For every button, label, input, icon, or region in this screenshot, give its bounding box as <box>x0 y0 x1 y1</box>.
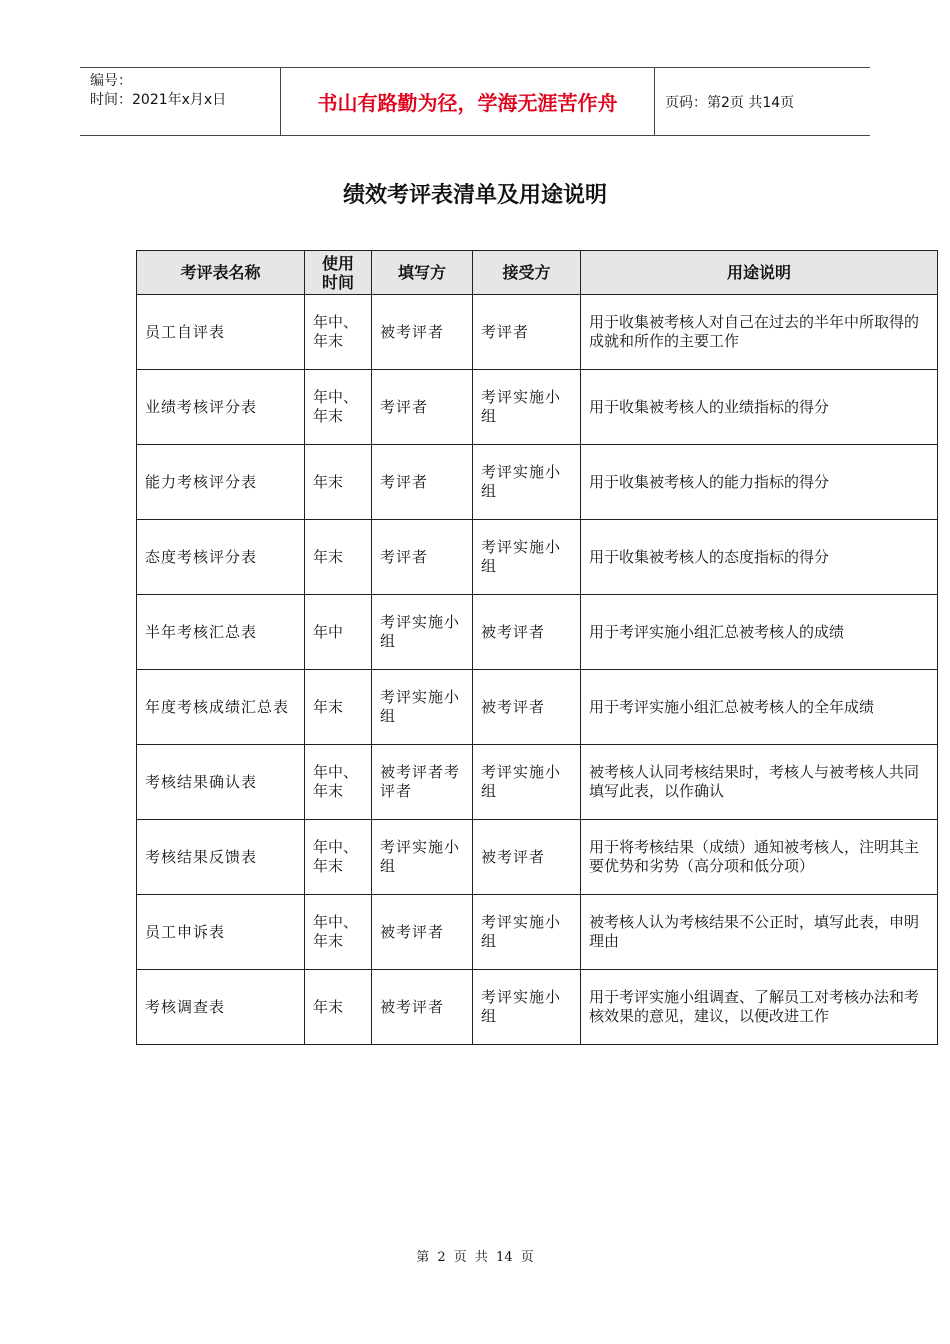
cell-time: 年末 <box>305 520 372 595</box>
cell-receiver: 考评实施小组 <box>473 520 581 595</box>
cell-name: 态度考核评分表 <box>137 520 305 595</box>
column-header-filler: 填写方 <box>372 251 473 295</box>
cell-purpose: 用于收集被考核人的业绩指标的得分 <box>581 370 938 445</box>
cell-receiver: 考评实施小组 <box>473 370 581 445</box>
cell-name: 年度考核成绩汇总表 <box>137 670 305 745</box>
cell-time: 年中、年末 <box>305 295 372 370</box>
cell-name: 员工申诉表 <box>137 895 305 970</box>
cell-filler: 考评实施小组 <box>372 820 473 895</box>
cell-filler: 考评实施小组 <box>372 670 473 745</box>
time-label: 时间：2021年x月x日 <box>90 92 227 108</box>
cell-receiver: 考评实施小组 <box>473 745 581 820</box>
cell-name: 考核结果反馈表 <box>137 820 305 895</box>
cell-purpose: 用于考评实施小组汇总被考核人的成绩 <box>581 595 938 670</box>
cell-time: 年末 <box>305 970 372 1045</box>
cell-time: 年中、年末 <box>305 895 372 970</box>
cell-filler: 考评者 <box>372 370 473 445</box>
table-row <box>137 295 938 370</box>
header-info <box>80 68 281 135</box>
cell-receiver: 被考评者 <box>473 670 581 745</box>
cell-filler: 考评实施小组 <box>372 595 473 670</box>
cell-purpose: 用于收集被考核人的态度指标的得分 <box>581 520 938 595</box>
cell-receiver: 考评者 <box>473 295 581 370</box>
header-motto: 书山有路勤为径，学海无涯苦作舟 <box>281 68 655 135</box>
cell-time: 年末 <box>305 670 372 745</box>
cell-name: 业绩考核评分表 <box>137 370 305 445</box>
cell-time: 年末 <box>305 445 372 520</box>
cell-receiver: 被考评者 <box>473 820 581 895</box>
cell-receiver: 考评实施小组 <box>473 970 581 1045</box>
cell-filler: 被考评者考评者 <box>372 745 473 820</box>
cell-purpose: 用于收集被考核人的能力指标的得分 <box>581 445 938 520</box>
cell-filler: 被考评者 <box>372 295 473 370</box>
table-row <box>137 370 938 445</box>
evaluation-table <box>136 250 938 1045</box>
page-header <box>80 67 870 136</box>
cell-purpose: 用于考评实施小组调查、了解员工对考核办法和考核效果的意见，建议，以便改进工作 <box>581 970 938 1045</box>
cell-receiver: 考评实施小组 <box>473 895 581 970</box>
cell-purpose: 用于收集被考核人对自己在过去的半年中所取得的成就和所作的主要工作 <box>581 295 938 370</box>
table-row <box>137 970 938 1045</box>
table-row <box>137 520 938 595</box>
column-header-purpose: 用途说明 <box>581 251 938 295</box>
column-header-receiver: 接受方 <box>473 251 581 295</box>
cell-time: 年中 <box>305 595 372 670</box>
cell-name: 员工自评表 <box>137 295 305 370</box>
cell-time: 年中、年末 <box>305 370 372 445</box>
cell-purpose: 用于考评实施小组汇总被考核人的全年成绩 <box>581 670 938 745</box>
cell-name: 半年考核汇总表 <box>137 595 305 670</box>
cell-receiver: 被考评者 <box>473 595 581 670</box>
cell-purpose: 被考核人认同考核结果时，考核人与被考核人共同填写此表，以作确认 <box>581 745 938 820</box>
column-header-name: 考评表名称 <box>137 251 305 295</box>
table-row <box>137 595 938 670</box>
cell-time: 年中、年末 <box>305 745 372 820</box>
cell-filler: 被考评者 <box>372 895 473 970</box>
cell-filler: 考评者 <box>372 445 473 520</box>
cell-name: 能力考核评分表 <box>137 445 305 520</box>
cell-receiver: 考评实施小组 <box>473 445 581 520</box>
table-row <box>137 895 938 970</box>
cell-purpose: 被考核人认为考核结果不公正时，填写此表，申明理由 <box>581 895 938 970</box>
table-row <box>137 820 938 895</box>
table-row <box>137 670 938 745</box>
header-page-info: 页码：第2页 共14页 <box>665 94 795 111</box>
page-title: 绩效考评表清单及用途说明 <box>342 183 607 208</box>
cell-purpose: 用于将考核结果（成绩）通知被考核人，注明其主要优势和劣势（高分项和低分项） <box>581 820 938 895</box>
cell-name: 考核结果确认表 <box>137 745 305 820</box>
cell-filler: 被考评者 <box>372 970 473 1045</box>
table-row <box>137 445 938 520</box>
table-header-row <box>137 251 938 295</box>
cell-filler: 考评者 <box>372 520 473 595</box>
column-header-time: 使用时间 <box>305 251 372 295</box>
page-footer: 第 2 页 共 14 页 <box>416 1250 534 1265</box>
cell-time: 年中、年末 <box>305 820 372 895</box>
serial-label: 编号： <box>90 73 132 89</box>
cell-name: 考核调查表 <box>137 970 305 1045</box>
table-row <box>137 745 938 820</box>
